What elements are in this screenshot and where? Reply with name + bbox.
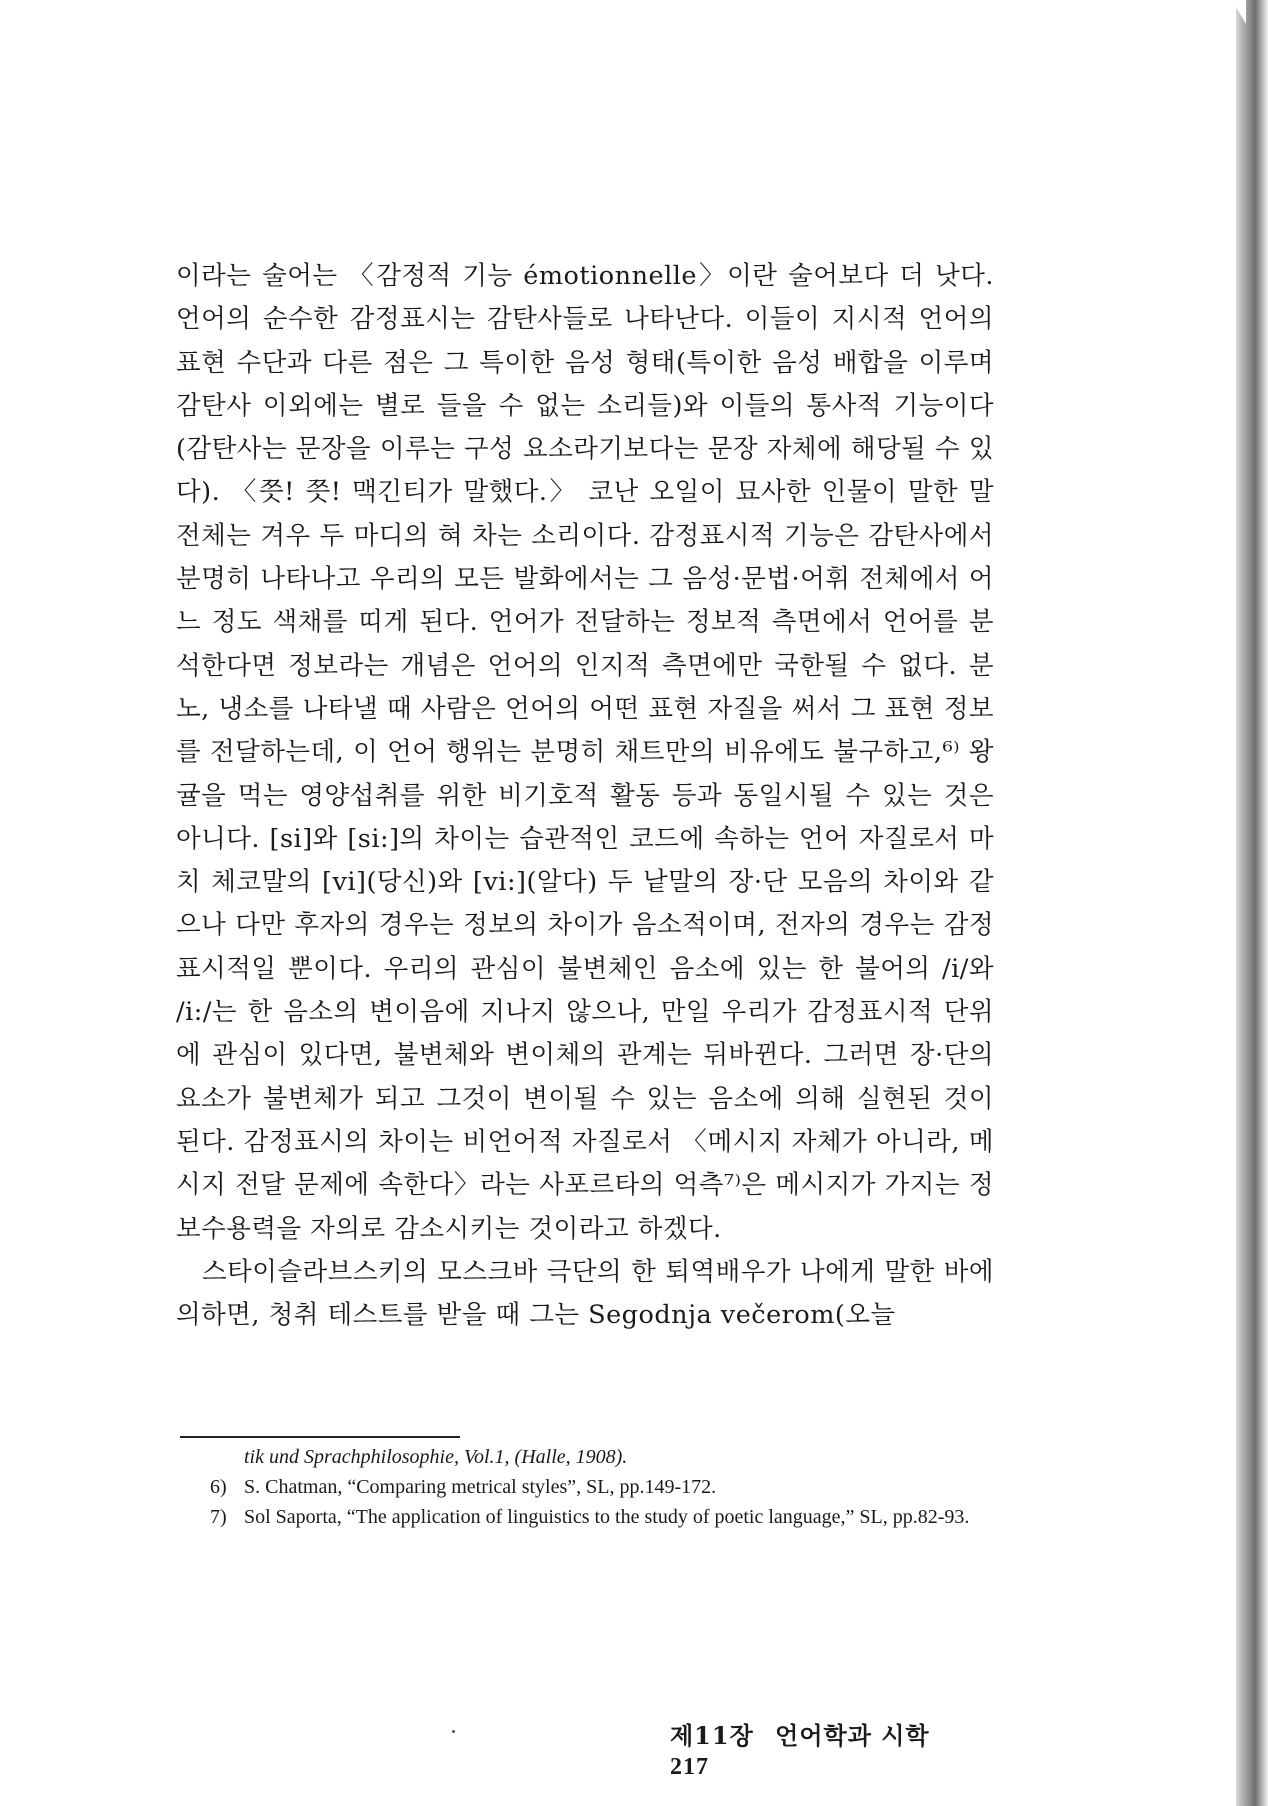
paragraph-1: 이라는 술어는 〈감정적 기능 émotionnelle〉이란 술어보다 더 낫다. 언어의 순수한 감정표시는 감탄사들로 나타난다. 이들이 지시적 언어의 표현 수단과 다른 점은 그 특이한 음성 형태(특이한 음성 배합을 이루며 감탄사 이외에는 별로 들을 수 없는 소리들)와 이들의 통사적 기능이다(감탄사는 문장을 이루는 구성 요소라기보다는 문장 자체에 해당될 수 있다). 〈쯧! 쯧! 맥긴티가 말했다.〉 코난 오일이 묘사한 인물이 말한 말 전체는 겨우 두 마디의 혀 차는 소리이다. 감정표시적 기능은 감탄사에서 분명히 나타나고 우리의 모든 발화에서는 그 음성·문법·어휘 전체에서 어느 정도 색채를 띠게 된다. 언어가 전달하는 정보적 측면에서 언어를 분석한다면 정보라는 개념은 언어의 인지적 측면에만 국한될 수 없다. 분노, 냉소를 나타낼 때 사람은 언어의 어떤 표현 자질을 써서 그 표현 정보를 전달하는데, 이 언어 행위는 분명히 채트만의 비유에도 불구하고,⁶⁾ 왕귤을 먹는 영양섭취를 위한 비기호적 활동 등과 동일시될 수 있는 것은 아니다. [si]와 [si:]의 차이는 습관적인 코드에 속하는 언어 자질로서 마치 체코말의 [vi](당신)와 [vi:](알다) 두 낱말의 장·단 모음의 차이와 같으나 다만 후자의 경우는 정보의 차이가 음소적이며, 전자의 경우는 감정표시적일 뿐이다. 우리의 관심이 불변체인 음소에 있는 한 불어의 /i/와 /i:/는 한 음소의 변이음에 지나지 않으나, 만일 우리가 감정표시적 단위에 관심이 있다면, 불변체와 변이체의 관계는 뒤바뀐다. 그러면 장·단의 요소가 불변체가 되고 그것이 변이될 수 있는 음소에 의해 실현된 것이 된다. 감정표시의 차이는 비언어적 자질로서 〈메시지 자체가 아니라, 메시지 전달 문제에 속한다〉라는 사포르타의 억측⁷⁾은 메시지가 가지는 정보수용력을 자의로 감소시키는 것이라고 하겠다. [176,261,994,1244]
page-number: 217 [670,1754,709,1780]
footer-chapter: 제11장 [670,1721,754,1750]
running-footer [670,1716,990,1781]
footnote-continuation: tik und Sprachphilosophie, Vol.1, (Halle, 1908). [244,1446,628,1468]
body-text [176,255,994,1337]
paragraph-2: 스타이슬라브스키의 모스크바 극단의 한 퇴역배우가 나에게 말한 바에 의하면, 청취 테스트를 받을 때 그는 Segodnja večerom(오늘 [176,1256,994,1331]
footnote-6 [210,1472,996,1502]
footnote-divider [180,1436,460,1438]
print-speck [452,1730,455,1733]
footnotes [210,1442,996,1532]
footer-title: 언어학과 시학 [775,1721,930,1750]
footnote-7-text: Sol Saporta, “The application of linguistics to the study of poetic language,” SL, pp.82-93. [244,1506,970,1528]
footnote-7 [210,1502,996,1532]
footnote-6-number: 6) [210,1476,227,1498]
footnote-7-number: 7) [210,1506,227,1528]
footnote-6-text: S. Chatman, “Comparing metrical styles”, SL, pp.149-172. [244,1476,717,1498]
page-edge-shadow [1236,0,1268,1806]
page-corner [1232,0,1246,24]
